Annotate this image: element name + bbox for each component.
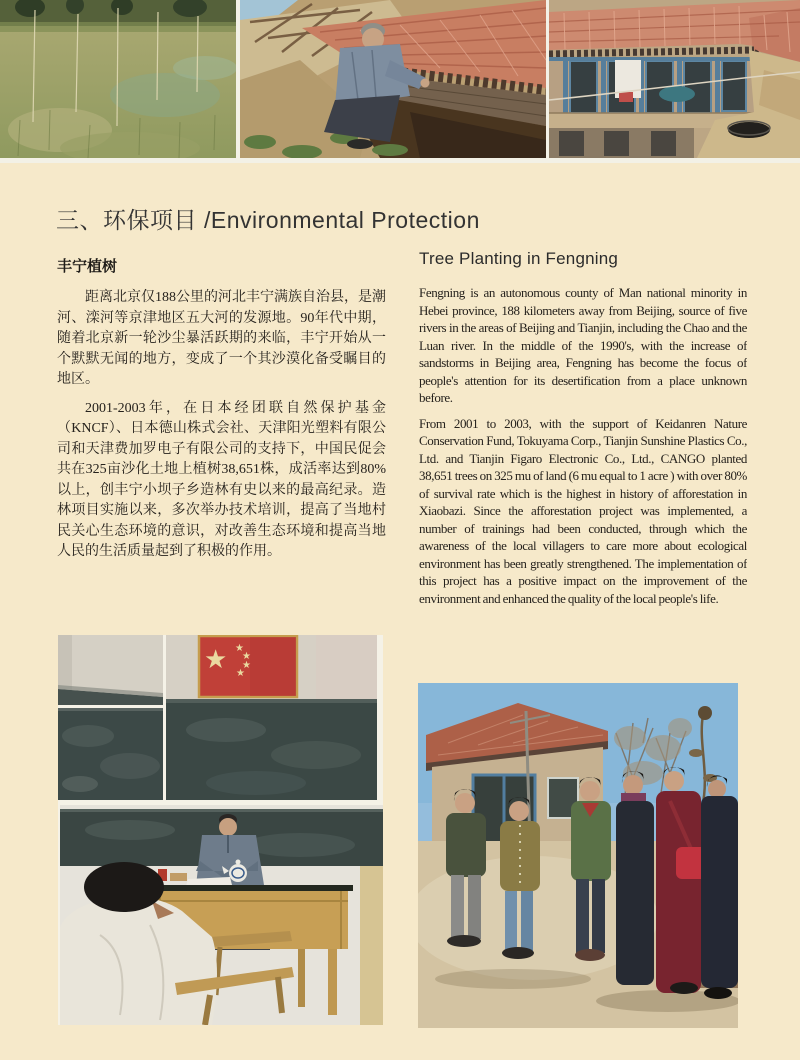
svg-text:★: ★ [204,645,228,675]
top-photo-strip [0,0,800,163]
collage-meeting-cell [60,805,383,1025]
photo-villagers-group [418,683,738,1028]
collage-blackboard-cell [58,708,163,800]
collage-flag-cell [166,635,377,800]
photo-grassland [0,0,236,158]
photo-rural-house [549,0,800,158]
photo-farmer-trench [240,0,546,158]
english-column [419,249,747,615]
villagers-group-graphic [418,683,738,1028]
chinese-paragraph-2: 2001-2003年，在日本经团联自然保护基金（KNCF）、日本德山株式会社、天津阳光塑料有限公司和天津费加罗电子有限公司的支持下，中国民促会共在325亩沙化土地上植树38,651株，成活率达到80%以上，创丰宁小坝子乡造林有史以来的最高纪录。造林项目实施以来，多次举办技术培训，提高了当地村民关心生态环境的意识，对改善生态环境和提高当地人民的生活质量起到了积极的作用。 [57,400,386,559]
svg-text:★: ★ [235,643,244,654]
svg-text:★: ★ [236,668,245,679]
svg-text:★: ★ [242,660,251,671]
chinese-paragraph-1: 距离北京仅188公里的河北丰宁满族自治县，是潮河、滦河等京津地区五大河的发源地。90年代中期，随着北京新一轮沙尘暴活跃期的来临，丰宁开始从一个默默无闻的地方，变成了一个其沙漠化备受瞩目的地区。 [57,290,386,387]
chinese-column [57,255,386,571]
flag-over-blackboard-graphic [166,635,377,800]
english-heading: Tree Planting in Fengning [419,249,619,268]
chinese-heading: 丰宁植树 [57,258,118,275]
section-title [56,202,480,235]
village-meeting-graphic [60,805,383,1025]
rural-house-photo-graphic [549,0,800,158]
wall-corner-graphic [58,635,163,705]
farmer-trench-photo-graphic [240,0,546,158]
english-paragraph-2: From 2001 to 2003, with the support of Keidanren Nature Conservation Fund, Tokuyama Corp., Tianjin Sunshine Plastics Co., Ltd. and Tianjin Figaro Electronic Co., Ltd., CANGO planted 38,651 trees on 325 mu of land (6 mu equal to 1 acre ) with over 80% of survival rate which is the highest in history of afforestation in Xiaobazi. Since the afforestation project was implemented, a number of trainings had been conducted, through which the awareness of the local villagers to care more about ecological environment has been greatly strengthened. The implementation of this project has a positive impact on the improvement of the environment and enhanced the quality of the local people's life. [419,415,747,606]
svg-text:★: ★ [242,651,251,662]
section-title-zh: 三、环保项目 [56,207,197,233]
grassland-photo-graphic [0,0,236,158]
section-title-en: /Environmental Protection [204,207,480,233]
collage-wall-cell [58,635,163,705]
blackboard-left-graphic [58,708,163,800]
english-paragraph-1: Fengning is an autonomous county of Man national minority in Hebei province, 188 kilometers away from Beijing, source of five rivers in the areas of Beijing and Tianjin, including the Chao and the Luan river. In the middle of the 1990's, with the increase of sandstorms in Beijing area, Fengning has become the focus of people's attention for its desertification from a place unknown before. [419,285,747,405]
